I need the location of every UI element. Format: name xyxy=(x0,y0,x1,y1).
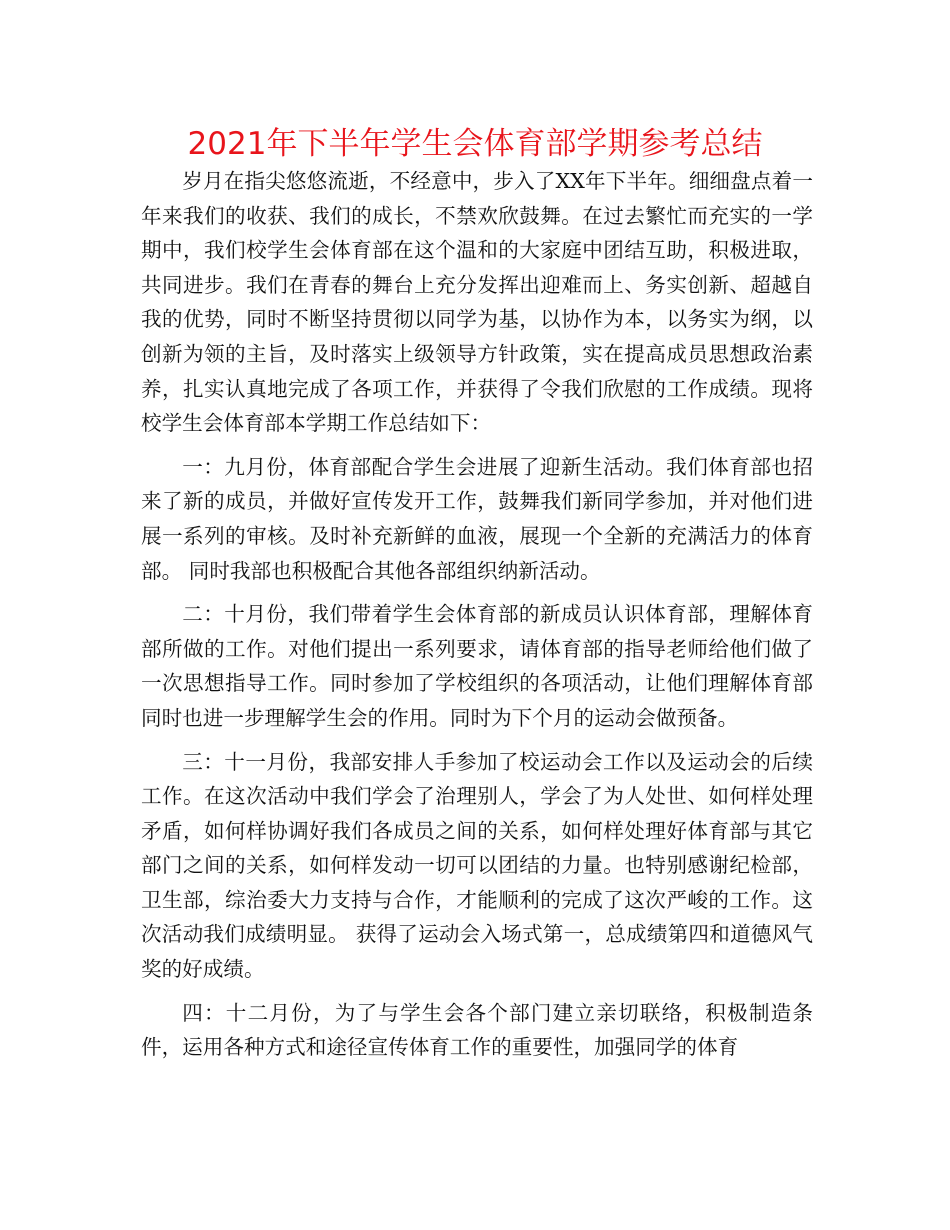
document-body xyxy=(141,164,813,1065)
paragraph-november: 三：十一月份，我部安排人手参加了校运动会工作以及运动会的后续工作。在这次活动中我们学会了治理别人，学会了为人处世、如何样处理矛盾，如何样协调好我们各成员之间的关系，如何样处理好体育部与其它部门之间的关系，如何样发动一切可以团结的力量。也特别感谢纪检部，卫生部，综治委大力支持与合作，才能顺利的完成了这次严峻的工作。这次活动我们成绩明显。 获得了运动会入场式第一，总成绩第四和道德风气奖的好成绩。 xyxy=(141,749,813,982)
paragraph-october: 二：十月份，我们带着学生会体育部的新成员认识体育部，理解体育部所做的工作。对他们提出一系列要求，请体育部的指导老师给他们做了一次思想指导工作。同时参加了学校组织的各项活动，让他们理解体育部同时也进一步理解学生会的作用。同时为下个月的运动会做预备。 xyxy=(141,602,813,730)
paragraph-september: 一：九月份，体育部配合学生会进展了迎新生活动。我们体育部也招来了新的成员，并做好宣传发开工作，鼓舞我们新同学参加，并对他们进展一系列的审核。及时补充新鲜的血液，展现一个全新的充满活力的体育部。 同时我部也积极配合其他各部组织纳新活动。 xyxy=(141,454,813,583)
paragraph-december: 四：十二月份，为了与学生会各个部门建立亲切联络，积极制造条件，运用各种方式和途径宣传体育工作的重要性，加强同学的体育 xyxy=(141,1000,813,1060)
paragraph-intro: 岁月在指尖悠悠流逝，不经意中，步入了XX年下半年。细细盘点着一年来我们的收获、我们的成长，不禁欢欣鼓舞。在过去繁忙而充实的一学期中，我们校学生会体育部在这个温和的大家庭中团结互助，积极进取，共同进步。我们在青春的舞台上充分发挥出迎难而上、务实创新、超越自我的优势，同时不断坚持贯彻以同学为基，以协作为本，以务实为纲，以创新为领的主旨，及时落实上级领导方针政策，实在提高成员思想政治素养，扎实认真地完成了各项工作，并获得了令我们欣慰的工作成绩。现将校学生会体育部本学期工作总结如下： xyxy=(141,169,813,436)
document-title: 2021年下半年学生会体育部学期参考总结 xyxy=(187,126,763,162)
